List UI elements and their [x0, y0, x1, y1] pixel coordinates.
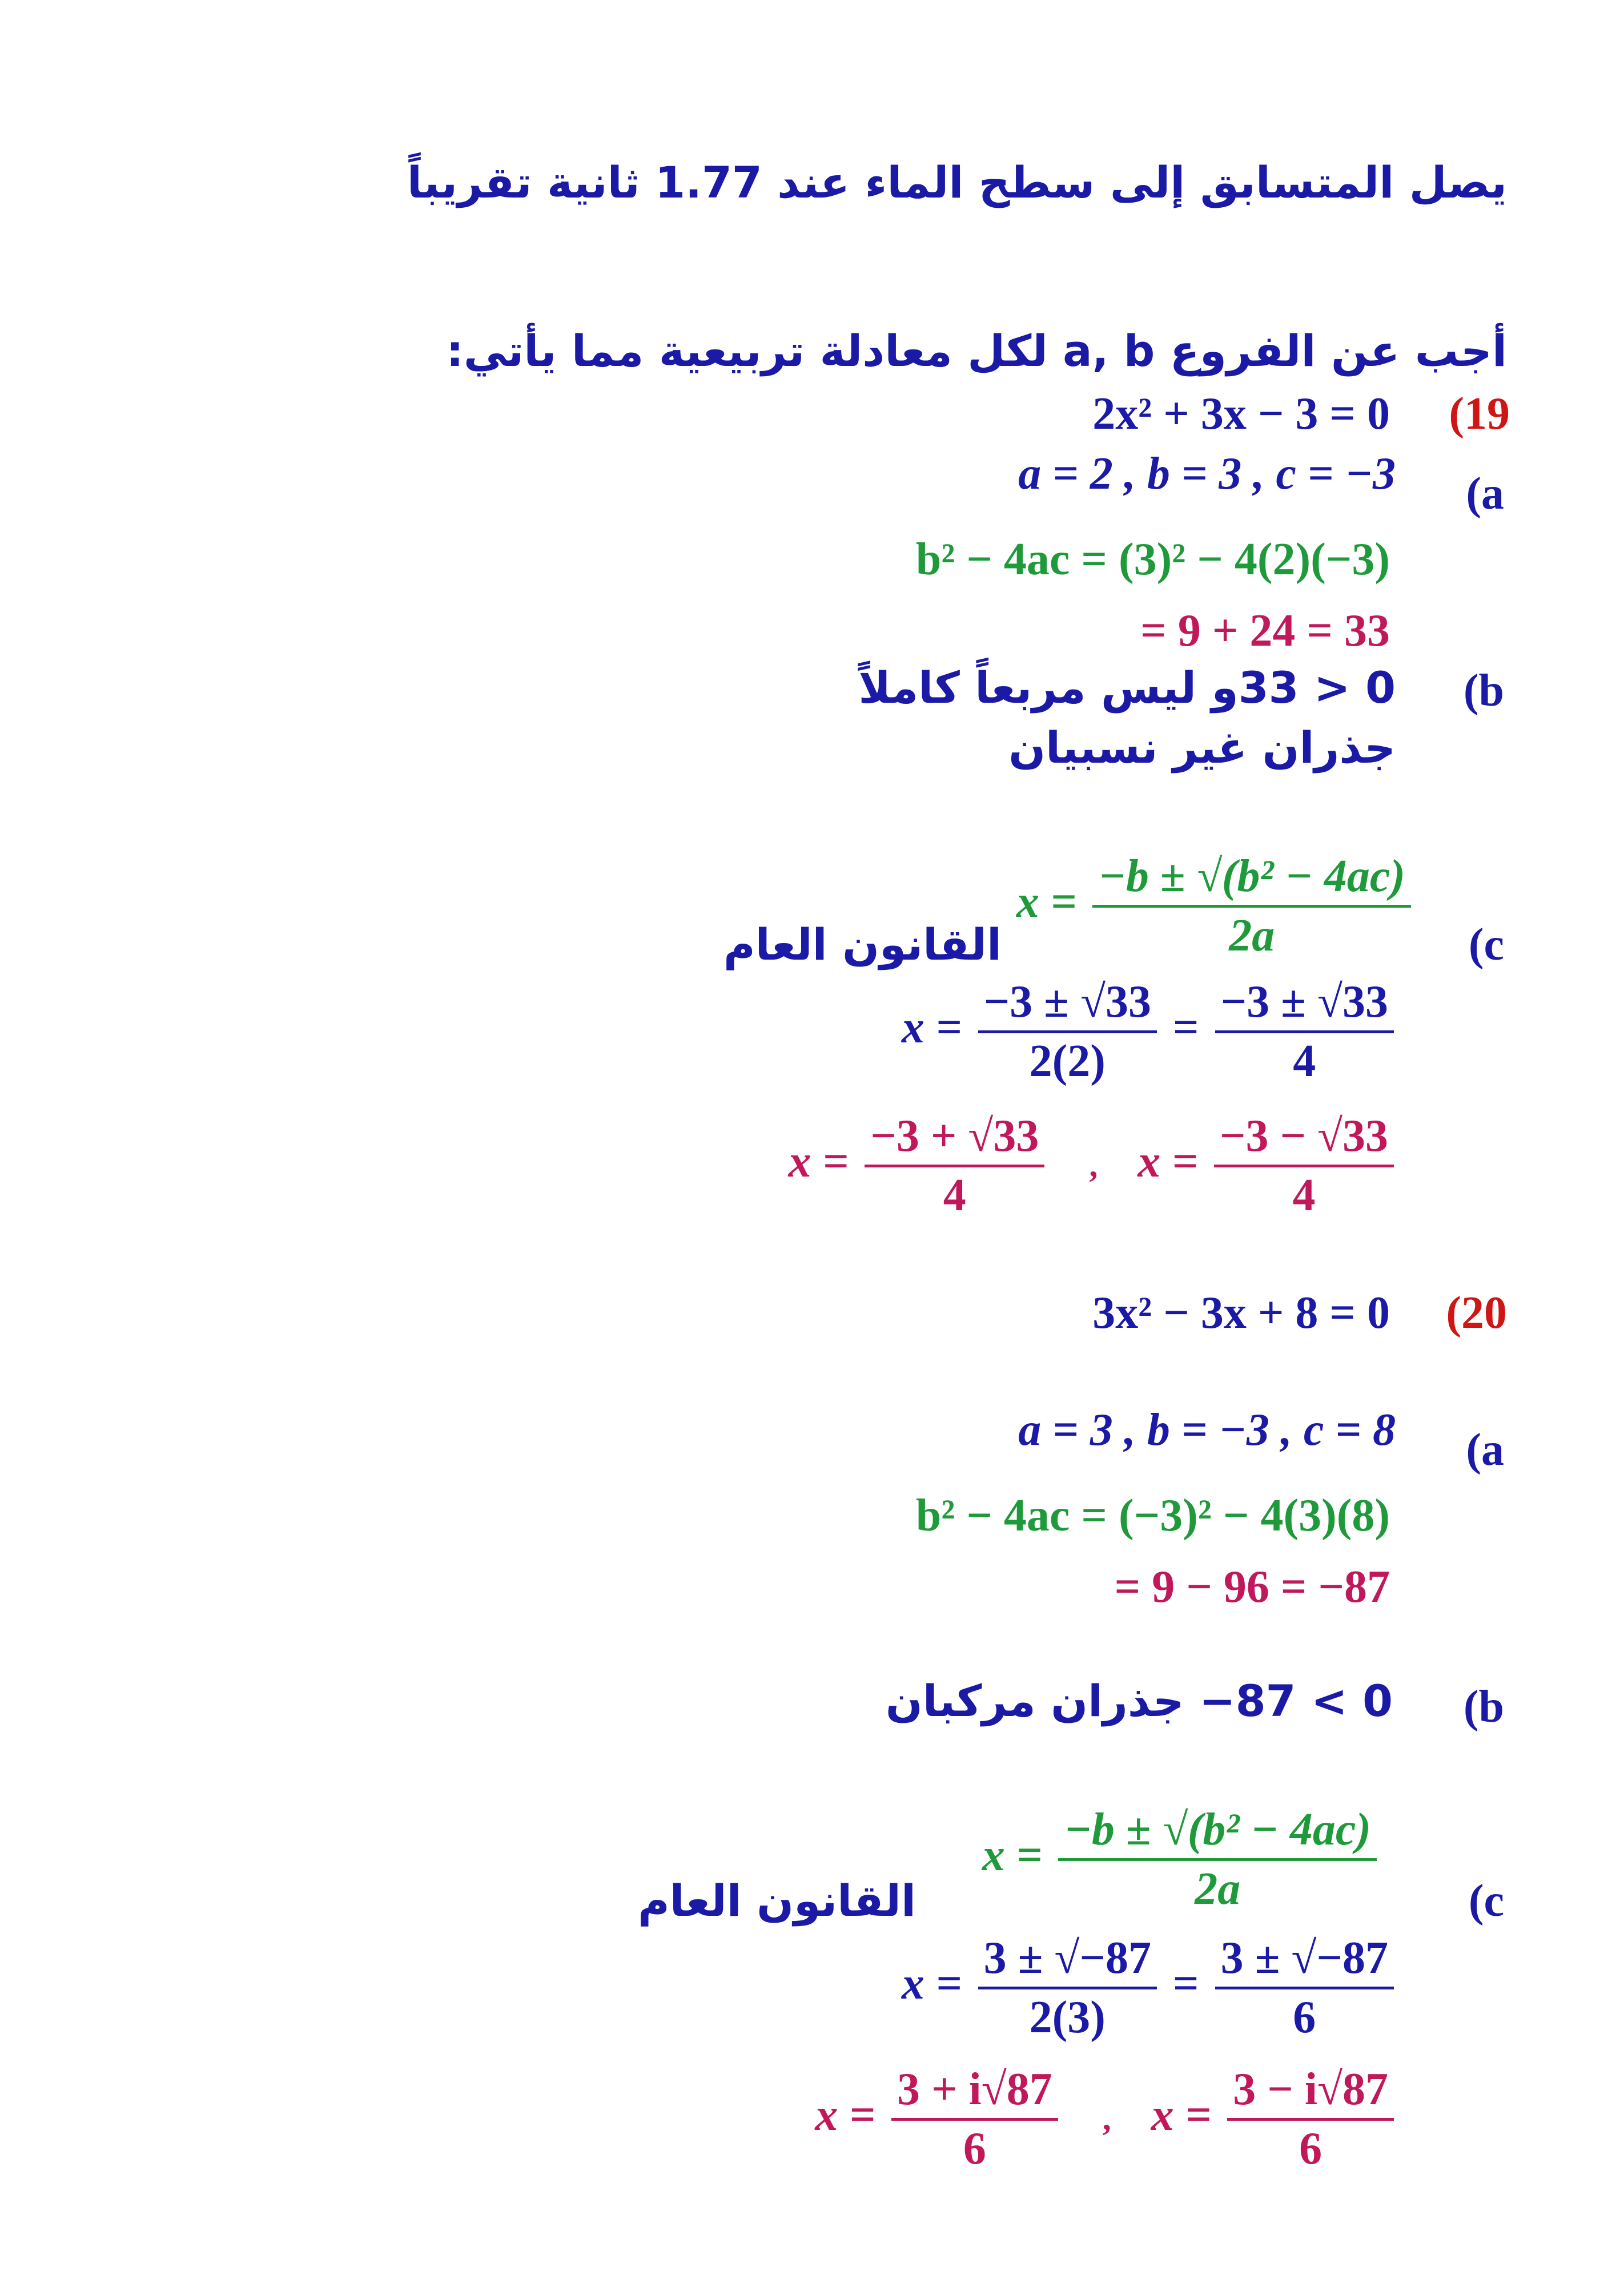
p20-formula-name: القانون العام	[637, 1875, 916, 1926]
p20-part-c-label: (c	[1468, 1876, 1504, 1926]
p19-quadratic-formula	[1016, 851, 1416, 962]
p19-roots: x = $\frac{-3 + √33}{4}$ , x = $\frac{-3 - √33}{4}$	[789, 1110, 1398, 1222]
p20-part-b-label: (b	[1463, 1682, 1504, 1732]
p20-root2-numerator: 3 − i√87	[1227, 2064, 1394, 2121]
p19-sub-numerator: −3 ± √33	[978, 976, 1157, 1033]
p19-discriminant-result	[1140, 605, 1390, 657]
problem-20-equation: 3x² − 3x + 8 = 0	[1092, 1288, 1390, 1338]
p19-part-b-roots: جذران غير نسبيان	[1008, 722, 1396, 773]
p19-formula-name: القانون العام	[723, 919, 1002, 970]
p19-part-b-text: 0 < 33و ليس مربعاً كاملاً	[858, 662, 1396, 713]
p20-root1-numerator: 3 + i√87	[891, 2064, 1058, 2121]
instruction: أجب عن الفروع a, b لكل معادلة تربيعية مما يأتي:	[446, 325, 1507, 376]
p19-part-a-label: (a	[1466, 469, 1504, 519]
p19-part-c-label: (c	[1468, 920, 1504, 970]
p20-simplified-denominator: 6	[1293, 1992, 1316, 2043]
p20-root2-denominator: 6	[1299, 2124, 1322, 2174]
p20-substitution: x = $\frac{3 \pm √-87}{2(3)}$ = $\frac{3 \pm √-87}{6}$	[902, 1932, 1398, 2044]
p20-sub-x: x =	[902, 1958, 962, 2009]
p19-simplified-numerator: −3 ± √33	[1215, 976, 1394, 1033]
p19-roots-comma: ,	[1089, 1146, 1098, 1184]
p20-sub-denominator: 2(3)	[1029, 1992, 1106, 2043]
p19-root2-numerator: −3 − √33	[1214, 1110, 1394, 1167]
p20-discriminant-result-text: = 9 − 96 = −87	[1114, 1562, 1390, 1612]
p20-discriminant: b² − 4ac = (−3)² − 4(3)(8)	[915, 1491, 1390, 1541]
p19-sub-denominator: 2(2)	[1029, 1036, 1106, 1086]
p20-sub-numerator: 3 ± √−87	[978, 1932, 1157, 1989]
p19-part-b-label: (b	[1463, 666, 1504, 716]
p19-coefficients: a = 2 , b = 3 , c = −3	[1018, 449, 1396, 499]
p19-discriminant: b² − 4ac = (3)² − 4(2)(−3)	[915, 534, 1390, 585]
p19-discriminant-result-text: = 9 + 24 = 33	[1140, 606, 1390, 656]
intro-line: يصل المتسابق إلى سطح الماء عند 1.77 ثانية تقريباً	[407, 157, 1507, 208]
p20-discriminant-result	[1115, 1561, 1390, 1613]
problem-20-number: (20	[1446, 1288, 1507, 1338]
p19-formula-denominator: 2a	[1229, 911, 1275, 961]
p20-roots: x = $\frac{3 + i√87}{6}$ , x = $\frac{3 - i√87}{6}$	[815, 2064, 1398, 2175]
problem-19-equation: 2x² + 3x − 3 = 0	[1092, 389, 1390, 439]
p19-substitution: x = $\frac{-3 \pm √33}{2(2)}$ = $\frac{-3 \pm √33}{4}$	[902, 976, 1398, 1087]
p19-formula-numerator: −b ± √(b² − 4ac)	[1092, 851, 1411, 908]
p19-root1-numerator: −3 + √33	[865, 1110, 1044, 1167]
problem-19-number: (19	[1449, 389, 1510, 439]
p20-formula-denominator: 2a	[1195, 1864, 1241, 1914]
p20-part-b-text: 0 > 87− جذران مركبان	[885, 1675, 1393, 1726]
p20-part-a-label: (a	[1466, 1425, 1504, 1475]
p19-root1-denominator: 4	[943, 1170, 966, 1220]
p20-formula-x: x =	[982, 1830, 1043, 1880]
p20-formula-numerator: −b ± √(b² − 4ac)	[1058, 1804, 1377, 1861]
p20-root1-denominator: 6	[963, 2124, 986, 2174]
p19-sub-x: x =	[902, 1002, 962, 1053]
p19-root2-denominator: 4	[1292, 1170, 1316, 1220]
p20-quadratic-formula	[982, 1804, 1381, 1915]
p20-coefficients: a = 3 , b = −3 , c = 8	[1018, 1405, 1396, 1455]
p19-formula-x: x =	[1016, 876, 1077, 927]
p20-simplified-numerator: 3 ± √−87	[1215, 1932, 1394, 1989]
p19-simplified-denominator: 4	[1293, 1036, 1316, 1086]
p20-roots-comma: ,	[1102, 2099, 1111, 2137]
